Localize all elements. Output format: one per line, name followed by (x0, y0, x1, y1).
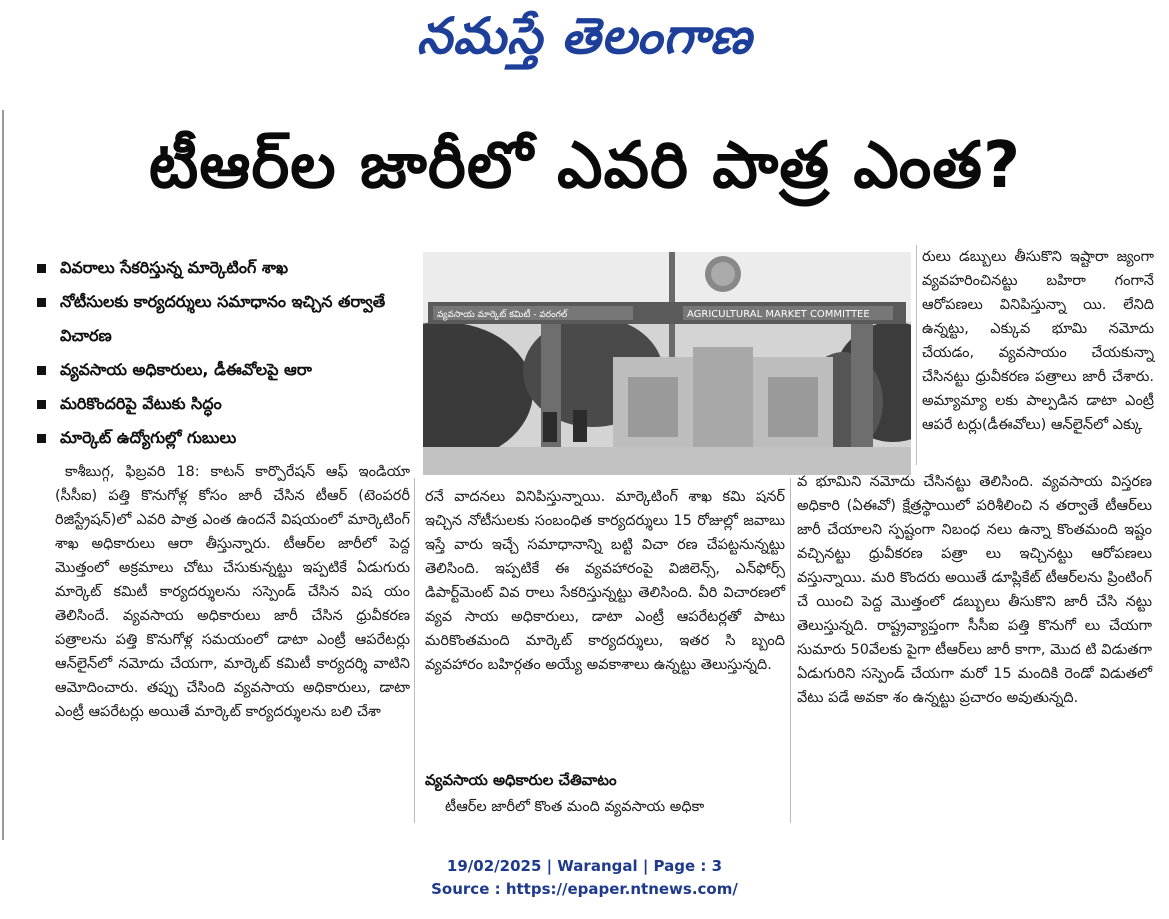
article-column-3: వ భూమిని నమోదు చేసినట్టు తెలిసింది. వ్యవసాయ విస్తరణ అధికారి (ఏఈవో) క్షేత్రస్థాయిలో పరిశీలించి న తర్వాతే టీఆర్‌లు జారీ చేయాలని స్పష్టంగా నిబంధ నలు ఉన్నా కొంతమంది ఇష్టం వచ్చినట్టు ధ్రువీకరణ పత్రా లు ఇచ్చినట్టు ఆరోపణలు వస్తున్నాయి. మరి కొందరు అయితే డూప్లికేట్‌ టీఆర్‌లను ప్రింటింగ్‌ చే యించి పెద్ద మొత్తంలో డబ్బులు తీసుకొని జారీ చేసి నట్టు తెలుస్తున్నది. రాష్ట్రవ్యాప్తంగా సీసీఐ పత్తి కొనుగో లు చేయగా సుమారు 50వేలకు పైగా టీఆర్‌లు జారీ కాగా, మొద టి విడుతగా ఏడుగురిని సస్పెండ్‌ చేయగా మరో 15 మందికి రెండో విడుతలో వేటు పడే అవకా శం ఉన్నట్టు ప్రచారం అవుతున్నది. (797, 474, 1152, 706)
column-divider (790, 478, 791, 823)
arch-sign-right: AGRICULTURAL MARKET COMMITTEE (687, 309, 870, 320)
headline: టీఆర్‌ల జారీలో ఎవరి పాత్ర ఎంత? (148, 129, 1022, 203)
highlight-item: మరికొందరిపై వేటుకు సిద్ధం (30, 387, 410, 421)
masthead-title: నమస్తే తెలంగాణ (416, 6, 753, 65)
bullet-square-icon (37, 366, 46, 375)
bullet-square-icon (37, 298, 46, 307)
arch-sign-left: వ్యవసాయ మార్కెట్ కమిటీ - వరంగల్ (437, 310, 568, 320)
highlight-item: మార్కెట్‌ ఉద్యోగుల్లో గుబులు (30, 421, 410, 455)
footer-source: Source : https://epaper.ntnews.com/ (431, 880, 738, 898)
bullet-square-icon (37, 400, 46, 409)
highlight-item: నోటీసులకు కార్యదర్శులు సమాధానం ఇచ్చిన తర్వాతే విచారణ (30, 285, 410, 353)
article-column-2-continued: టీఆర్‌ల జారీలో కొంత మంది వ్యవసాయ అధికా (445, 799, 705, 815)
masthead (0, 0, 1169, 96)
market-yard-photo (423, 252, 911, 475)
column-divider (916, 245, 917, 465)
column-divider (414, 478, 415, 823)
footer-date-edition: 19/02/2025 | Warangal | Page : 3 (446, 857, 723, 875)
bullet-square-icon (37, 434, 46, 443)
article-column-1: కాశీబుగ్గ, ఫిబ్రవరి 18: కాటన్‌ కార్పొరేషన్‌ ఆఫ్‌ ఇండియా (సీసీఐ) పత్తి కొనుగోళ్ల కోసం జారీ చేసిన టీఆర్‌ (టెంపరరీ రిజిస్ట్రేషన్‌)లో ఎవరి పాత్ర ఎంత ఉందనే విషయంలో మార్కెటింగ్‌ శాఖ అధికారులు ఆరా తీస్తున్నారు. టీఆర్‌ల జారీలో పెద్ద మొత్తంలో అక్రమాలు చోటు చేసుకున్నట్టు ఇప్పటికే ఏడుగురు మార్కెట్‌ కమిటీ కార్యదర్శులను సస్పెండ్‌ చేసిన విష యం తెలిసిందే. వ్యవసాయ అధికారులు జారీ చేసిన ధ్రువీకరణ పత్రాలను పత్తి కొనుగోళ్ల సమయంలో డాటా ఎంట్రీ ఆపరేటర్లు ఆన్‌లైన్‌లో నమోదు చేయగా, మార్కెట్‌ కమిటీ కార్యదర్శి వాటిని ఆమోదించారు. తప్పు చేసింది వ్యవసాయ అధికారులు, డాటా ఎంట్రీ ఆపరేటర్లు అయితే మార్కెట్‌ కార్యదర్శులను బలి చేశా (55, 464, 410, 720)
highlight-item: వ్యవసాయ అధికారులు, డీఈవోలపై ఆరా (30, 353, 410, 387)
highlight-item: వివరాలు సేకరిస్తున్న మార్కెటింగ్‌ శాఖ (30, 251, 410, 285)
sub-heading: వ్యవసాయ అధికారుల చేతివాటం (425, 771, 617, 789)
article-column-2: రనే వాదనలు వినిపిస్తున్నాయి. మార్కెటింగ్‌ శాఖ కమి షనర్‌ ఇచ్చిన నోటీసులకు సంబంధిత కార్యదర్శులు 15 రోజుల్లో జవాబు ఇస్తే వారు ఇచ్చే సమాధానాన్ని బట్టి విచా రణ చేపట్టనున్నట్టు తెలిసింది. ఇప్పటికే ఈ వ్యవహారంపై విజిలెన్స్‌, ఎన్‌ఫోర్స్‌ డిపార్ట్‌మెంట్‌ వివ రాలు సేకరిస్తున్నట్టు తెలిసింది. వీరి విచారణలో వ్యవ సాయ అధికారులు, డాటా ఎంట్రీ ఆపరేటర్లతో పాటు మరికొంతమంది మార్కెట్‌ కార్యదర్శులు, ఇతర సి బ్బంది వ్యవహారం బహిర్గతం అయ్యే అవకాశాలు ఉన్నట్టు తెలుస్తున్నది. (425, 489, 785, 673)
bullet-square-icon (37, 264, 46, 273)
article-column-4: రులు డబ్బులు తీసుకొని ఇష్టారా జ్యంగా వ్యవహరించినట్టు బహిరా గంగానే ఆరోపణలు వినిపిస్తున్నా యి. లేనిది ఉన్నట్టు, ఎక్కువ భూమి నమోదు చేయడం, వ్యవసాయం చేయకున్నా చేసినట్టు ధ్రువీకరణ పత్రాలు జారీ చేశారు. అమ్యామ్యా లకు పాల్పడిన డాటా ఎంట్రీ ఆపరే టర్లు(డీఈవోలు) ఆన్‌లైన్‌లో ఎక్కు (922, 249, 1154, 433)
left-margin-rule (2, 110, 4, 840)
highlights-list (30, 251, 410, 455)
market-arch-illustration (423, 252, 911, 475)
